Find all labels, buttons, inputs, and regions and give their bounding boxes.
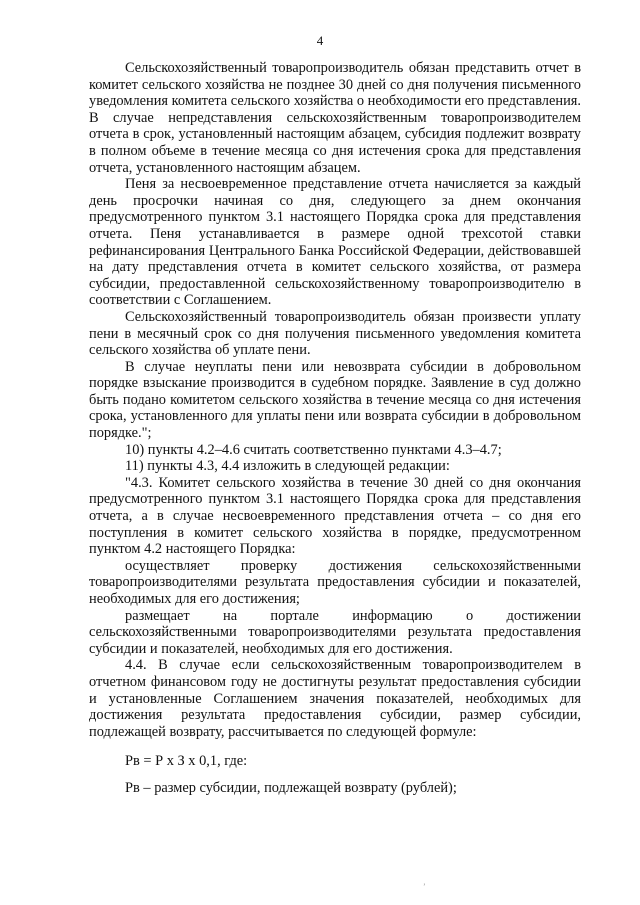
paragraph-court-recovery: В случае неуплаты пени или невозврата субсидии в добровольном порядке взыскание производится в судебном порядке. Заявление в суд должно быть подано комитетом сельского хозяйства в течение месяца со дня истечения срока, установленного для уплаты пени или возврата субсидии в добровольном порядке."; — [89, 358, 581, 442]
page-number: 4 — [316, 33, 324, 48]
paragraph-publication: размещает на портале информацию о достижении сельскохозяйственными товаропроизводителями результата предоставления субсидии и показателей, необходимых для его достижения. — [89, 607, 581, 657]
paragraph-verification: осуществляет проверку достижения сельскохозяйственными товаропроизводителями результата предоставления субсидии и показателей, необходимых для его достижения; — [89, 557, 581, 607]
scan-mark: ʼ — [423, 882, 426, 891]
formula: Рв = Р x З x 0,1, где: — [125, 753, 248, 770]
paragraph-item-11: 11) пункты 4.3, 4.4 изложить в следующей редакции: — [125, 458, 450, 475]
document-body — [89, 60, 581, 797]
paragraph-item-10: 10) пункты 4.2–4.6 считать соответственно пунктами 4.3–4.7; — [125, 441, 502, 458]
paragraph-penalty-payment: Сельскохозяйственный товаропроизводитель обязан произвести уплату пени в месячный срок со дня получения письменного уведомления комитета сельского хозяйства об уплате пени. — [89, 308, 581, 359]
formula-definition: Рв – размер субсидии, подлежащей возврату (рублей); — [125, 779, 457, 796]
paragraph-clause-4-4: 4.4. В случае если сельскохозяйственным товаропроизводителем в отчетном финансовом году не достигнуты результат предоставления субсидии и установленные Соглашением значения показателей, необходимых для достижения результата предоставления субсидии, размер субсидии, подлежащей возврату, рассчитывается по следующей формуле: — [89, 657, 581, 740]
paragraph-report-obligation: Сельскохозяйственный товаропроизводитель обязан представить отчет в комитет сельского хозяйства не позднее 30 дней со дня получения письменного уведомления комитета сельского хозяйства о необходимости его представления. В случае непредставления сельскохозяйственным товаропроизводителем отчета в срок, установленный настоящим абзацем, субсидия подлежит возврату в полном объеме в течение месяца со дня истечения срока для представления отчета, установленного настоящим абзацем. — [89, 60, 581, 176]
paragraph-clause-4-3: "4.3. Комитет сельского хозяйства в течение 30 дней со дня окончания предусмотренного пунктом 3.1 настоящего Порядка срока для представления отчета, а в случае несвоевременного представления отчета – со дня его поступления в комитет сельского хозяйства в порядке, предусмотренном пунктом 4.2 настоящего Порядка: — [89, 474, 581, 558]
paragraph-penalty: Пеня за несвоевременное представление отчета начисляется за каждый день просрочки начиная со дня, следующего за днем окончания предусмотренного пунктом 3.1 настоящего Порядка срока для представления отчета. Пеня устанавливается в размере одной трехсотой ставки рефинансирования Центрального Банка Российской Федерации, действовавшей на дату представления отчета в комитет сельского хозяйства, от размера субсидии, предоставленной сельскохозяйственному товаропроизводителю в соответствии с Соглашением. — [89, 176, 581, 309]
